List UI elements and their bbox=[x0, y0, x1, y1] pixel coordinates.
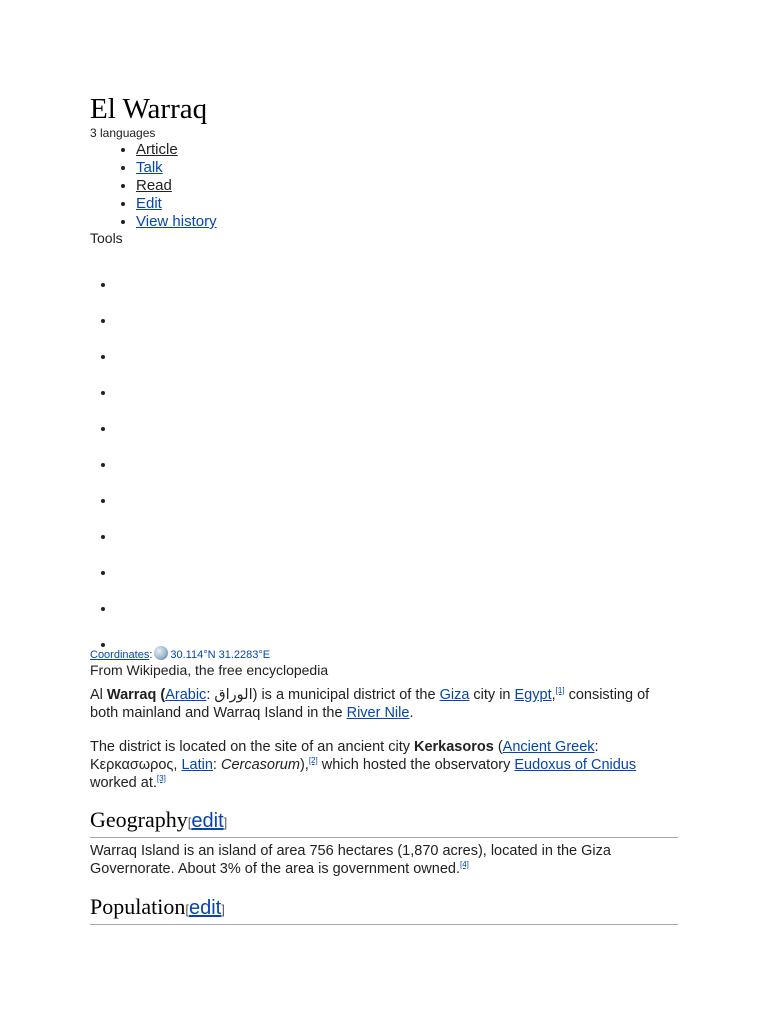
history-paragraph bbox=[90, 738, 680, 792]
action-item-article bbox=[136, 141, 217, 159]
reference-4[interactable]: [4] bbox=[459, 860, 469, 870]
intro-text: consisting of both mainland and Warraq Island in the bbox=[90, 687, 650, 721]
history-text: : bbox=[212, 757, 221, 773]
globe-icon[interactable] bbox=[154, 646, 168, 660]
link-river-nile[interactable]: River Nile bbox=[346, 705, 410, 721]
history-text: which hosted the observatory bbox=[317, 757, 515, 773]
intro-text: . bbox=[409, 705, 414, 721]
coordinates bbox=[90, 646, 270, 662]
action-item-history bbox=[136, 213, 217, 231]
reference-1[interactable]: [1] bbox=[555, 686, 565, 696]
history-text: The district is located on the site of an ancient city bbox=[90, 739, 414, 755]
geography-text: Warraq Island is an island of area 756 hectares (1,870 acres), located in the Giza Governorate. About 3% of the area is government owned. bbox=[90, 843, 611, 877]
coordinates-separator: : bbox=[149, 649, 153, 661]
geography-paragraph bbox=[90, 842, 680, 878]
history-text: : Κερκασωρος, bbox=[90, 739, 599, 773]
tab-article[interactable]: Article bbox=[136, 141, 178, 158]
history-latin-name: Cercasorum bbox=[220, 757, 300, 773]
edit-bracket-close: ] bbox=[221, 902, 225, 917]
section-heading-population bbox=[90, 893, 678, 925]
edit-geography-link[interactable]: edit bbox=[191, 810, 224, 832]
history-text: ( bbox=[493, 739, 503, 755]
tab-talk[interactable]: Talk bbox=[136, 159, 163, 176]
coordinates-value[interactable]: 30.114°N 31.2283°E bbox=[170, 649, 271, 661]
link-eudoxus[interactable]: Eudoxus of Cnidus bbox=[514, 757, 637, 773]
link-ancient-greek[interactable]: Ancient Greek bbox=[502, 739, 595, 755]
edit-population-link[interactable]: edit bbox=[188, 897, 222, 919]
tools-list bbox=[90, 266, 116, 662]
action-item-read bbox=[136, 177, 217, 195]
population-heading-text: Population bbox=[90, 894, 186, 919]
link-latin[interactable]: Latin bbox=[181, 757, 213, 773]
intro-text: : الوراق) is a municipal district of the bbox=[206, 687, 440, 703]
tab-read[interactable]: Read bbox=[136, 177, 172, 194]
reference-3[interactable]: [3] bbox=[156, 774, 166, 784]
link-giza[interactable]: Giza bbox=[439, 687, 470, 703]
tab-edit[interactable]: Edit bbox=[136, 195, 162, 212]
intro-text: , bbox=[551, 687, 556, 703]
edit-bracket-open: [ bbox=[187, 815, 192, 830]
page-title: El Warraq bbox=[90, 93, 208, 125]
action-item-talk bbox=[136, 159, 217, 177]
link-egypt[interactable]: Egypt bbox=[514, 687, 552, 703]
intro-paragraph bbox=[90, 686, 680, 722]
intro-bold-name: Warraq ( bbox=[106, 687, 166, 703]
coordinates-link[interactable]: Coordinates bbox=[90, 649, 150, 661]
reference-2[interactable]: [2] bbox=[308, 756, 318, 766]
history-text: ), bbox=[299, 757, 309, 773]
action-item-edit bbox=[136, 195, 217, 213]
tools-menu[interactable]: Tools bbox=[90, 230, 123, 246]
intro-text: city in bbox=[469, 687, 515, 703]
intro-text: Al bbox=[90, 687, 107, 703]
history-bold-name: Kerkasoros bbox=[414, 739, 494, 755]
site-tagline: From Wikipedia, the free encyclopedia bbox=[90, 662, 329, 678]
geography-heading-text: Geography bbox=[90, 807, 188, 832]
link-arabic[interactable]: Arabic bbox=[165, 687, 207, 703]
page-actions bbox=[90, 141, 217, 231]
language-selector[interactable]: 3 languages bbox=[90, 126, 156, 140]
edit-bracket-open: [ bbox=[185, 902, 189, 917]
edit-bracket-close: ] bbox=[223, 815, 228, 830]
tab-view-history[interactable]: View history bbox=[136, 213, 217, 230]
section-heading-geography bbox=[90, 806, 678, 838]
history-text: worked at. bbox=[90, 775, 157, 791]
